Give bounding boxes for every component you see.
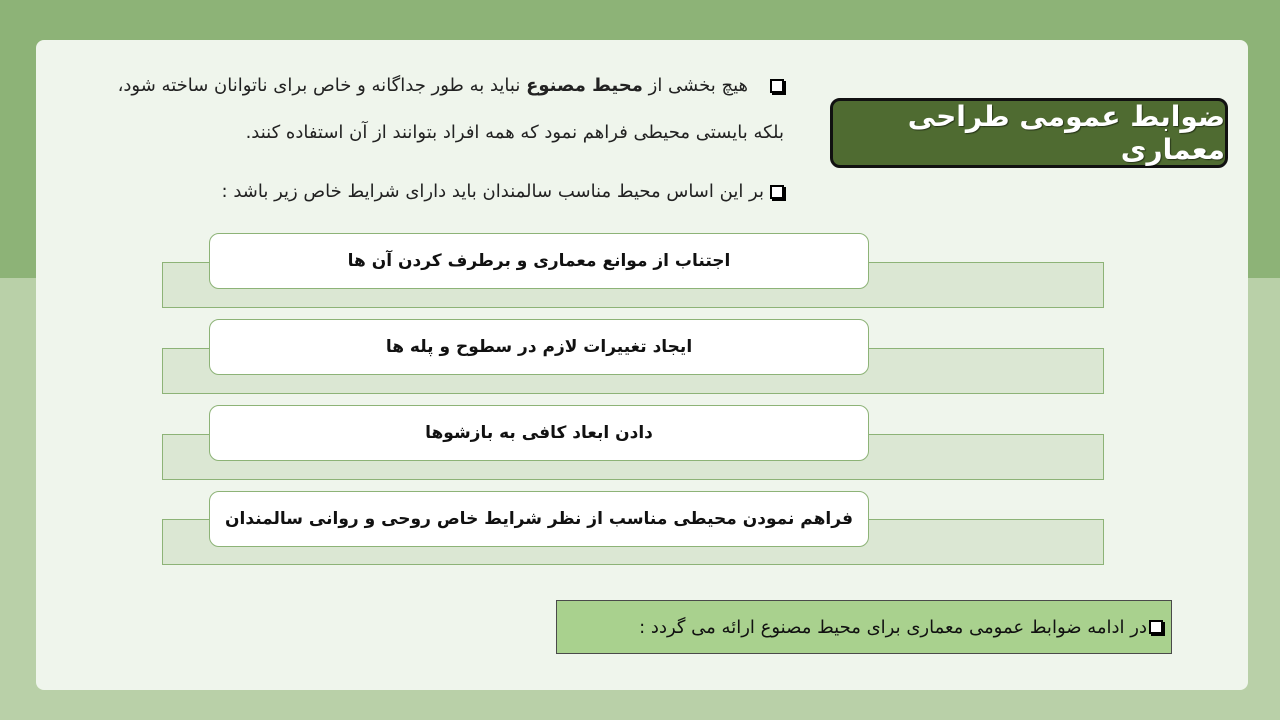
list-item-text: دادن ابعاد کافی به بازشوها (425, 423, 653, 443)
square-bullet-icon (770, 79, 784, 93)
list-item (209, 319, 869, 375)
page-title: ضوابط عمومی طراحی معماری (907, 100, 1225, 166)
footer-note-text: در ادامه ضوابط عمومی معماری برای محیط مصنوع ارائه می گردد : (639, 616, 1147, 638)
list-item-text: اجتناب از موانع معماری و برطرف کردن آن ها (347, 251, 731, 271)
list-item (209, 233, 869, 289)
paragraph-intro-bold: محیط مصنوع (526, 75, 643, 96)
square-bullet-icon (770, 185, 784, 199)
paragraph-conditions (90, 168, 784, 215)
list-item-text: فراهم نمودن محیطی مناسب از نظر شرایط خاص روحی و روانی سالمندان (225, 509, 853, 529)
paragraph-intro-after: نباید به طور جداگانه و خاص برای ناتوانان ساخته شود، بلکه بایستی محیطی فراهم نمود که همه افراد بتوانند از آن استفاده کنند. (117, 75, 784, 143)
title-box (830, 98, 1228, 168)
paragraph-conditions-text: بر این اساس محیط مناسب سالمندان باید دارای شرایط خاص زیر باشد : (221, 181, 764, 202)
paragraph-intro (90, 62, 784, 156)
list-item (209, 491, 869, 547)
list-item-text: ایجاد تغییرات لازم در سطوح و پله ها (385, 337, 693, 357)
square-bullet-icon (1149, 620, 1163, 634)
paragraph-intro-before: هیچ بخشی از (642, 75, 748, 96)
list-item (209, 405, 869, 461)
footer-note (556, 600, 1172, 654)
